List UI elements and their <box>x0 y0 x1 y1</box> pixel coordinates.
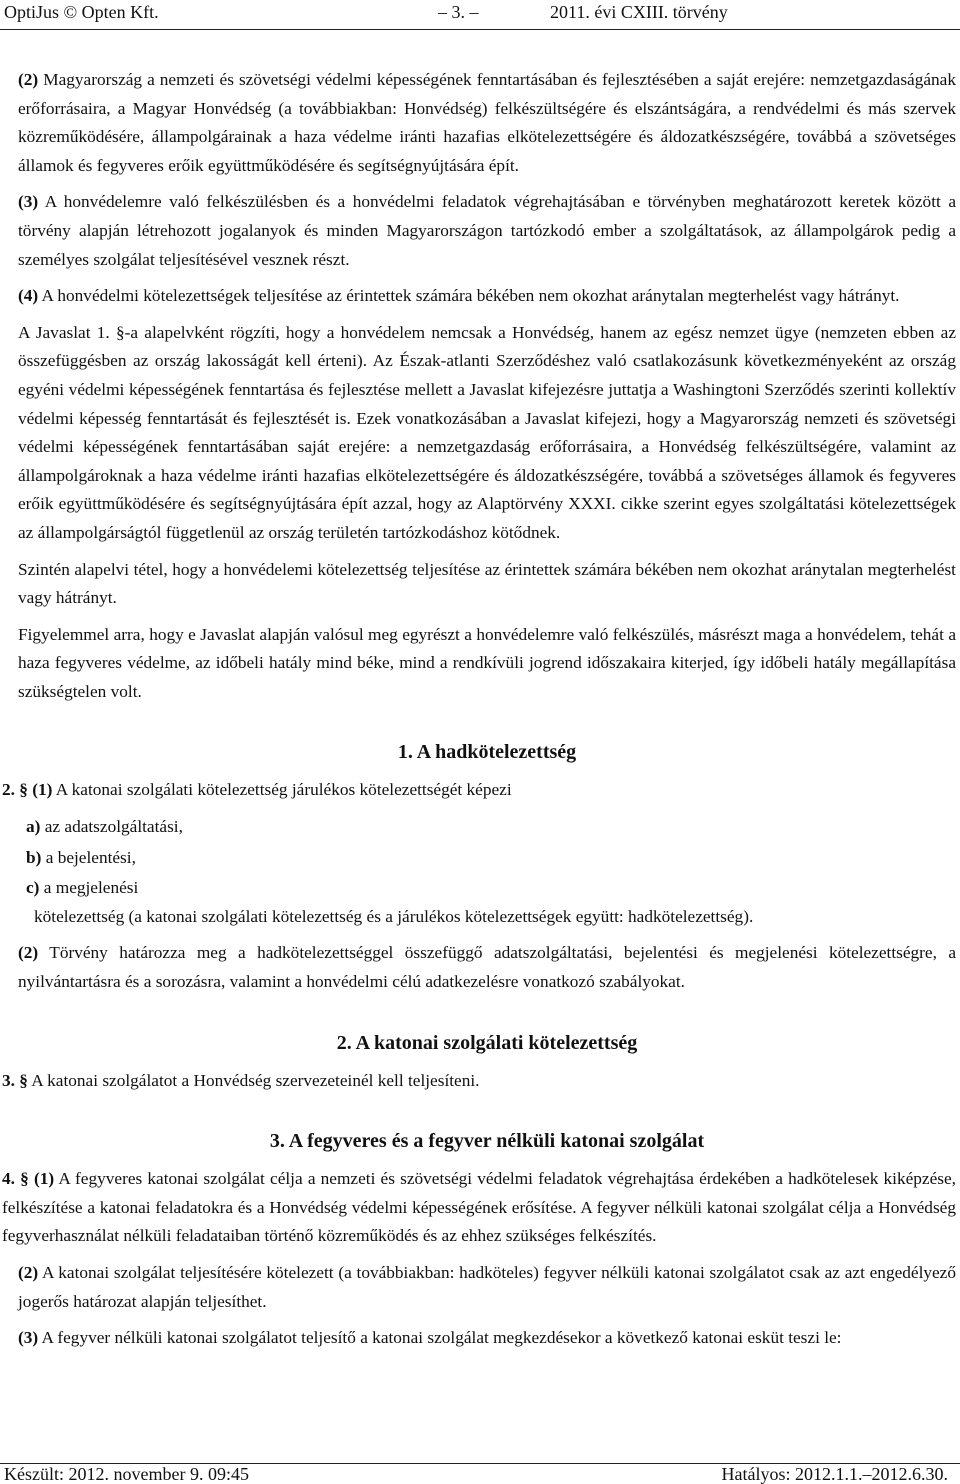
page-header <box>0 0 960 30</box>
paragraph-number: (2) <box>18 1263 39 1282</box>
list-item-label: c) <box>26 878 40 898</box>
paragraph-text: Törvény határozza meg a hadkötelezettséggel összefüggő adatszolgáltatási, bejelentési és megjelenési kötelezettségre, a nyilvántartásra és a sorozásra, valamint a honvédelmi célú adatkezelésre vonatkozó szabályokat. <box>18 943 956 992</box>
footer-created-date: Készült: 2012. november 9. 09:45 <box>4 1464 249 1484</box>
commentary-paragraph: A Javaslat 1. §-a alapelvként rögzíti, hogy a honvédelem nemcsak a Honvédség, hanem az egész nemzet ügye (nemzeten ebben az összefüggésben az ország lakosságát kell érteni). Az Észak-atlanti Szerződéshez való csatlakozásunk következményeként az ország egyéni védelmi képességének fenntartása és fejlesztése mellett a Javaslat kifejezésre juttatja a Washingtoni Szerződés szerinti kollektív védelmi képesség fenntartását és fejlesztését is. Ezek vonatkozásában a Javaslat kifejezi, hogy a Magyarország nemzeti és szövetségi védelmi képességének fenntartásában saját erejére: a nemzetgazdaság erőforrásaira, a Honvédség felkészültségére, valamint az állampolgároknak a haza védelme iránti hazafias elkötelezettségére és áldozatkészségére, továbbá a szövetséges államok és fegyveres erőik együttműködésére és segítségnyújtására épít azzal, hogy az Alaptörvény XXXI. cikke szerint egyes szolgáltatási kötelezettségek az állampolgárságtól függetlenül az ország területén tartózkodáshoz kötődnek. <box>18 322 956 542</box>
section-number: 2. § (1) <box>2 780 53 800</box>
list-item <box>26 844 956 873</box>
list-item-text: a megjelenési <box>43 878 139 898</box>
paragraph-text: A fegyveres katonai szolgálat célja a nemzeti és szövetségi védelmi feladatok végrehajtása érdekében a hadkötelesek kiképzése, felkészítése a katonai feladatokra és a Honvédség védelmi képességének erősítése. A fegyver nélküli katonai szolgálat célja a Honvédség fegyverhasználat nélküli feladataiban történő közreműködés és az ehhez szükséges felkészítés. <box>2 1169 956 1246</box>
header-page-number: – 3. – <box>438 2 479 22</box>
paragraph-3 <box>18 188 956 274</box>
paragraph-text: A honvédelmi kötelezettségek teljesítése az érintettek számára békében nem okozhat aránytalan megterhelést vagy hátrányt. <box>41 286 900 306</box>
paragraph-2 <box>18 66 956 180</box>
header-publisher: OptiJus © Opten Kft. <box>4 2 159 22</box>
page-footer <box>0 1464 960 1484</box>
section-2-paragraph-1 <box>2 776 956 805</box>
list-item-text: a bejelentési, <box>45 847 136 867</box>
commentary-paragraph: Figyelemmel arra, hogy e Javaslat alapján valósul meg egyrészt a honvédelemre való felkészülés, másrészt maga a honvédelem, tehát a haza fegyveres védelme, az időbeli hatály mind béke, mind a rendkívüli jogrend időszakaira kiterjed, így időbeli hatály megállapítása szükségtelen volt. <box>18 624 956 701</box>
commentary-paragraph: Szintén alapelvi tétel, hogy a honvédelemi kötelezettség teljesítése az érintettek számára békében nem okozhat aránytalan megterhelést vagy hátrányt. <box>18 559 956 608</box>
section-heading: 2. A katonai szolgálati kötelezettség <box>336 1031 638 1054</box>
paragraph-text: Magyarország a nemzeti és szövetségi védelmi képességének fenntartásában és fejlesztésében a saját erejére: nemzetgazdaságának erőforrásaira, a Magyar Honvédség (a továbbiakban: Honvédség) felkészültségére és elszántságára, a rendvédelmi és más szervek közreműködésére, állampolgárainak a haza védelme iránti hazafias elkötelezettségére és áldozatkészségére, továbbá a szövetséges államok és fegyveres erőik együttműködésére és segítségnyújtására épít. <box>18 70 956 175</box>
document-body <box>2 66 956 1361</box>
paragraph-text: A katonai szolgálati kötelezettség járulékos kötelezettségét képezi <box>55 780 512 800</box>
paragraph-number: (4) <box>18 286 39 306</box>
section-2-paragraph-2 <box>18 939 956 996</box>
list-item-label: a) <box>26 817 41 837</box>
paragraph-number: (3) <box>18 192 39 212</box>
list-item <box>26 874 956 903</box>
paragraph-number: (2) <box>18 70 39 89</box>
paragraph-text: A katonai szolgálatot a Honvédség szervezeteinél kell teljesíteni. <box>31 1070 480 1090</box>
header-rule <box>0 29 960 30</box>
paragraph-text: A fegyver nélküli katonai szolgálatot teljesítő a katonai szolgálat megkezdésekor a következő katonai esküt teszi le: <box>41 1328 842 1348</box>
paragraph-text: A honvédelemre való felkészülésben és a honvédelmi feladatok végrehajtásában e törvényben meghatározott keretek között a törvény alapján létrehozott jogalanyok és minden Magyarországon tartózkodó ember a szolgáltatások, az állampolgárok pedig a személyes szolgálat teljesítésével vesznek részt. <box>18 192 956 269</box>
list-item-label: b) <box>26 847 42 867</box>
list-continuation: kötelezettség (a katonai szolgálati kötelezettség és a járulékos kötelezettségek együtt: hadkötelezettség). <box>34 906 754 926</box>
footer-effective-dates: Hatályos: 2012.1.1.–2012.6.30. <box>721 1464 948 1484</box>
section-4-paragraph-2 <box>18 1259 956 1316</box>
list-item <box>26 813 956 842</box>
paragraph-text: A katonai szolgálat teljesítésére kötelezett (a továbbiakban: hadköteles) fegyver nélküli katonai szolgálatot csak az azt engedélyező jogerős határozat alapján teljesíthet. <box>18 1263 956 1311</box>
paragraph-number: (2) <box>18 943 39 963</box>
paragraph-4 <box>18 282 956 311</box>
section-heading: 3. A fegyveres és a fegyver nélküli katonai szolgálat <box>269 1130 705 1153</box>
section-number: 4. § (1) <box>2 1169 55 1189</box>
header-law-title: 2011. évi CXIII. törvény <box>550 2 728 22</box>
section-heading: 1. A hadkötelezettség <box>397 741 577 764</box>
section-4-paragraph-1 <box>2 1165 956 1251</box>
section-4-paragraph-3 <box>18 1324 956 1353</box>
paragraph-number: (3) <box>18 1328 39 1348</box>
section-3-paragraph <box>2 1067 956 1096</box>
list-item-text: az adatszolgáltatási, <box>44 817 183 837</box>
section-number: 3. § <box>2 1070 28 1090</box>
